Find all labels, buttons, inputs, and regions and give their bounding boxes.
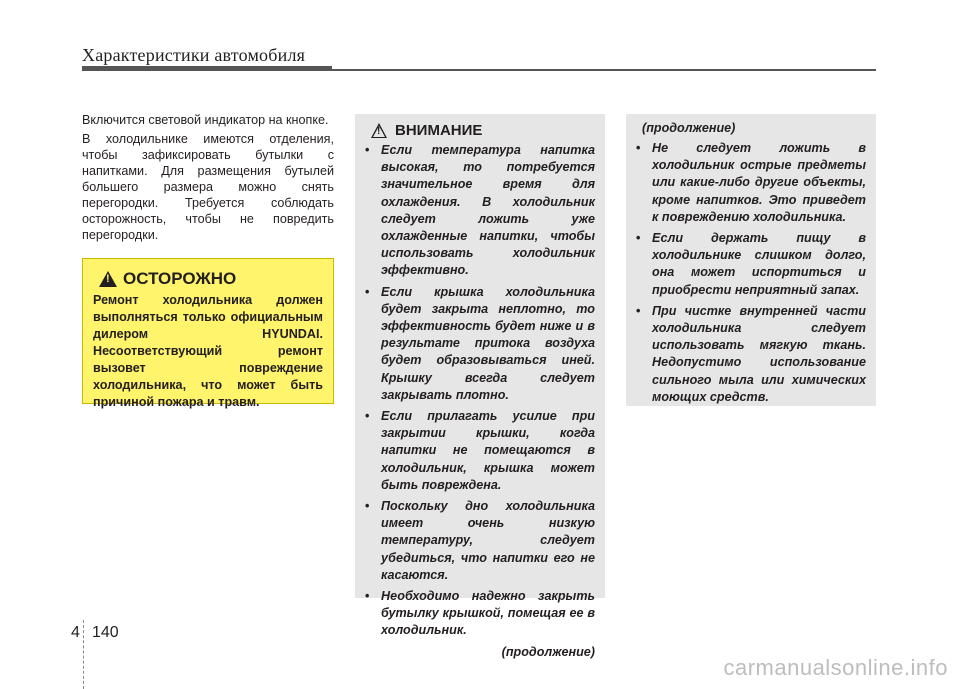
caution-text: Ремонт холодильника должен выполняться только официальным дилером HYUNDAI. Несоответствующий ремонт вызовет повреждение холодильника, что может быть причиной пожара и травм. — [93, 293, 323, 409]
watermark: carmanualsonline.info — [723, 655, 948, 680]
section-number: 4 — [71, 624, 80, 641]
continued-label: (продолжение) — [501, 644, 595, 659]
intro-text-column — [82, 112, 334, 246]
list-item: • Необходимо надежно закрыть бутылку крышкой, помещая ее в холодильник. — [365, 589, 595, 638]
notice-title: ВНИМАНИЕ — [395, 122, 483, 139]
list-item: • При чистке внутренней части холодильника следует использовать мягкую ткань. Недопустимо использование сильного мыла или химических моющих средств. — [636, 303, 866, 404]
list-item: • Если держать пищу в холодильнике слишком долго, она может испортиться и приобрести неприятный запах. — [636, 231, 866, 297]
notice-continued-list — [636, 140, 866, 406]
notice-continued-panel — [626, 114, 876, 406]
intro-paragraph-2: В холодильнике имеются отделения, чтобы зафиксировать бутылки с напитками. Для размещения бутылей большего размера можно снять перегородки. Требуется соблюдать осторожность, чтобы не повредить перегородки. — [82, 132, 334, 242]
footer-divider — [83, 620, 84, 689]
caution-heading — [99, 269, 323, 289]
list-item: • Если крышка холодильника будет закрыта неплотно, то эффективность будет ниже и в результате притока воздуха будет образовываться иней. Крышку всегда следует закрывать плотно. — [365, 284, 595, 402]
list-item: • Если прилагать усилие при закрытии крышки, когда напитки не помещаются в холодильник, крышка может быть повреждена. — [365, 409, 595, 492]
page-number: 140 — [92, 624, 119, 641]
warning-triangle-icon — [99, 271, 117, 287]
intro-paragraph-1: Включится световой индикатор на кнопке. — [82, 113, 329, 127]
notice-panel — [355, 114, 605, 659]
caution-box — [82, 258, 334, 409]
list-item: • Если температура напитка высокая, то потребуется значительное время для охлаждения. В холодильник следует ложить уже охлажденные напитки, чтобы использовать холодильник эффективно. — [365, 143, 595, 278]
notice-triangle-icon — [371, 123, 387, 138]
header-rule — [332, 69, 876, 71]
header-bar — [82, 66, 332, 71]
list-item: • Не следует ложить в холодильник острые предметы или какие-либо другие объекты, кроме напитков. Это приведет к повреждению холодильника. — [636, 141, 866, 224]
page-header-title: Характеристики автомобиля — [82, 45, 306, 65]
list-item: • Поскольку дно холодильника имеет очень низкую температуру, следует убедиться, что напитки его не касаются. — [365, 499, 595, 582]
notice-heading — [371, 122, 595, 139]
caution-title: ОСТОРОЖНО — [123, 269, 237, 288]
continued-heading: (продолжение) — [642, 121, 736, 135]
notice-list — [365, 142, 595, 640]
